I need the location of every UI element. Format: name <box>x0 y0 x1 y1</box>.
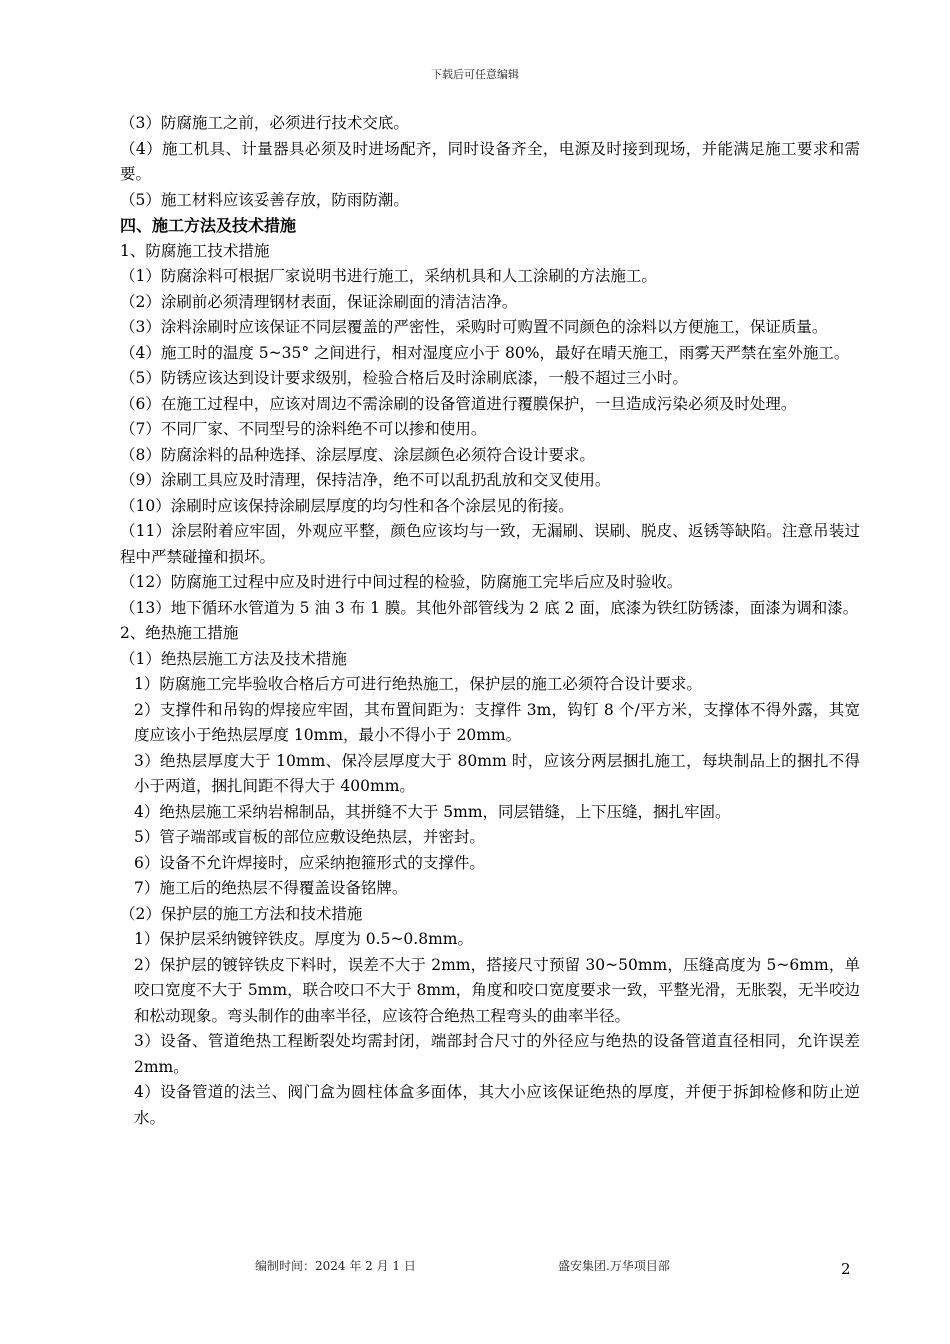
paragraph: （1）防腐涂料可根据厂家说明书进行施工，采纳机具和人工涂刷的方法施工。 <box>120 267 657 285</box>
paragraph: 5）管子端部或盲板的部位应敷设绝热层，并密封。 <box>134 828 485 846</box>
paragraph: （5）施工材料应该妥善存放，防雨防潮。 <box>120 190 409 209</box>
paragraph: 1）保护层采纳镀锌铁皮。厚度为 0.5~0.8mm。 <box>134 930 473 948</box>
paragraph: （9）涂刷工具应及时清理，保持洁净，绝不可以乱扔乱放和交叉使用。 <box>120 471 611 489</box>
paragraph: （4）施工机具、计量器具必须及时进场配齐，同时设备齐全，电源及时接到现场，并能满足施工要求和需要。 <box>120 139 860 183</box>
paragraph: （5）防锈应该达到设计要求级别，检验合格后及时涂刷底漆，一般不超过三小时。 <box>120 369 688 387</box>
paragraph: 7）施工后的绝热层不得覆盖设备铭牌。 <box>134 879 408 897</box>
page-number: 2 <box>841 1260 851 1278</box>
paragraph: 2）保护层的镀锌铁皮下料时，误差不大于 2mm，搭接尺寸预留 30~50mm，压缝高度为 5~6mm，单咬口宽度不大于 5mm，联合咬口不大于 8mm，角度和咬口宽度要求一致，平整光滑，无胀裂，无半咬边和松动现象。弯头制作的曲率半径，应该符合绝热工程弯头的曲率半径。 <box>134 955 860 1025</box>
paragraph: （8）防腐涂料的品种选择、涂层厚度、涂层颜色必须符合设计要求。 <box>120 445 595 464</box>
paragraph: （2）保护层的施工方法和技术措施 <box>120 904 363 923</box>
paragraph: （12）防腐施工过程中应及时进行中间过程的检验，防腐施工完毕后应及时验收。 <box>120 573 683 591</box>
paragraph: 3）绝热层厚度大于 10mm、保冷层厚度大于 80mm 时，应该分两层捆扎施工，每块制品上的捆扎不得小于两道，捆扎间距不得大于 400mm。 <box>134 751 860 795</box>
paragraph: 3）设备、管道绝热工程断裂处均需封闭，端部封合尺寸的外径应与绝热的设备管道直径相同，允许误差 2mm。 <box>134 1032 860 1076</box>
paragraph: （11）涂层附着应牢固，外观应平整，颜色应该均与一致，无漏刷、误刷、脱皮、返锈等缺陷。注意吊装过程中严禁碰撞和损坏。 <box>120 522 860 566</box>
header-note: 下载后可任意编辑 <box>431 68 519 81</box>
compile-time: 编制时间：2024 年 2 月 1 日 <box>255 1259 416 1273</box>
paragraph: （3）涂料涂刷时应该保证不同层覆盖的严密性，采购时可购置不同颜色的涂料以方便施工，保证质量。 <box>120 318 828 336</box>
paragraph: （10）涂刷时应该保持涂刷层厚度的均匀性和各个涂层见的衔接。 <box>120 496 574 515</box>
subsection-heading: 1、防腐施工技术措施 <box>120 241 270 260</box>
page-footer <box>0 1257 950 1277</box>
paragraph: （1）绝热层施工方法及技术措施 <box>120 649 347 668</box>
paragraph: 1）防腐施工完毕验收合格后方可进行绝热施工，保护层的施工必须符合设计要求。 <box>134 675 702 693</box>
paragraph: （2）涂刷前必须清理钢材表面，保证涂刷面的清洁洁净。 <box>120 292 518 311</box>
paragraph: （13）地下循环水管道为 5 油 3 布 1 膜。其他外部管线为 2 底 2 面，底漆为铁红防锈漆，面漆为调和漆。 <box>120 598 859 617</box>
subsection-heading: 2、绝热施工措施 <box>120 624 239 642</box>
paragraph: （3）防腐施工之前，必须进行技术交底。 <box>120 114 409 132</box>
section-heading: 四、施工方法及技术措施 <box>120 216 297 235</box>
document-body <box>120 111 860 1131</box>
paragraph: 4）绝热层施工采纳岩棉制品，其拼缝不大于 5mm，同层错缝，上下压缝，捆扎牢固。 <box>134 802 731 821</box>
paragraph: （4）施工时的温度 5~35° 之间进行，相对湿度应小于 80%，最好在晴天施工，雨雾天严禁在室外施工。 <box>120 343 850 362</box>
paragraph: （6）在施工过程中，应该对周边不需涂刷的设备管道进行覆膜保护，一旦造成污染必须及时处理。 <box>120 394 797 413</box>
paragraph: （7）不同厂家、不同型号的涂料绝不可以掺和使用。 <box>120 420 487 438</box>
paragraph: 4）设备管道的法兰、阀门盒为圆柱体盒多面体，其大小应该保证绝热的厚度，并便于拆卸检修和防止逆水。 <box>134 1083 860 1127</box>
organization-name: 盛安集团.万华项目部 <box>558 1259 670 1273</box>
paragraph: 6）设备不允许焊接时，应采纳抱箍形式的支撑件。 <box>134 853 485 872</box>
paragraph: 2）支撑件和吊钩的焊接应牢固，其布置间距为：支撑件 3m，钩钉 8 个/平方米，支撑体不得外露，其宽度应该小于绝热层厚度 10mm，最小不得小于 20mm。 <box>134 700 860 744</box>
